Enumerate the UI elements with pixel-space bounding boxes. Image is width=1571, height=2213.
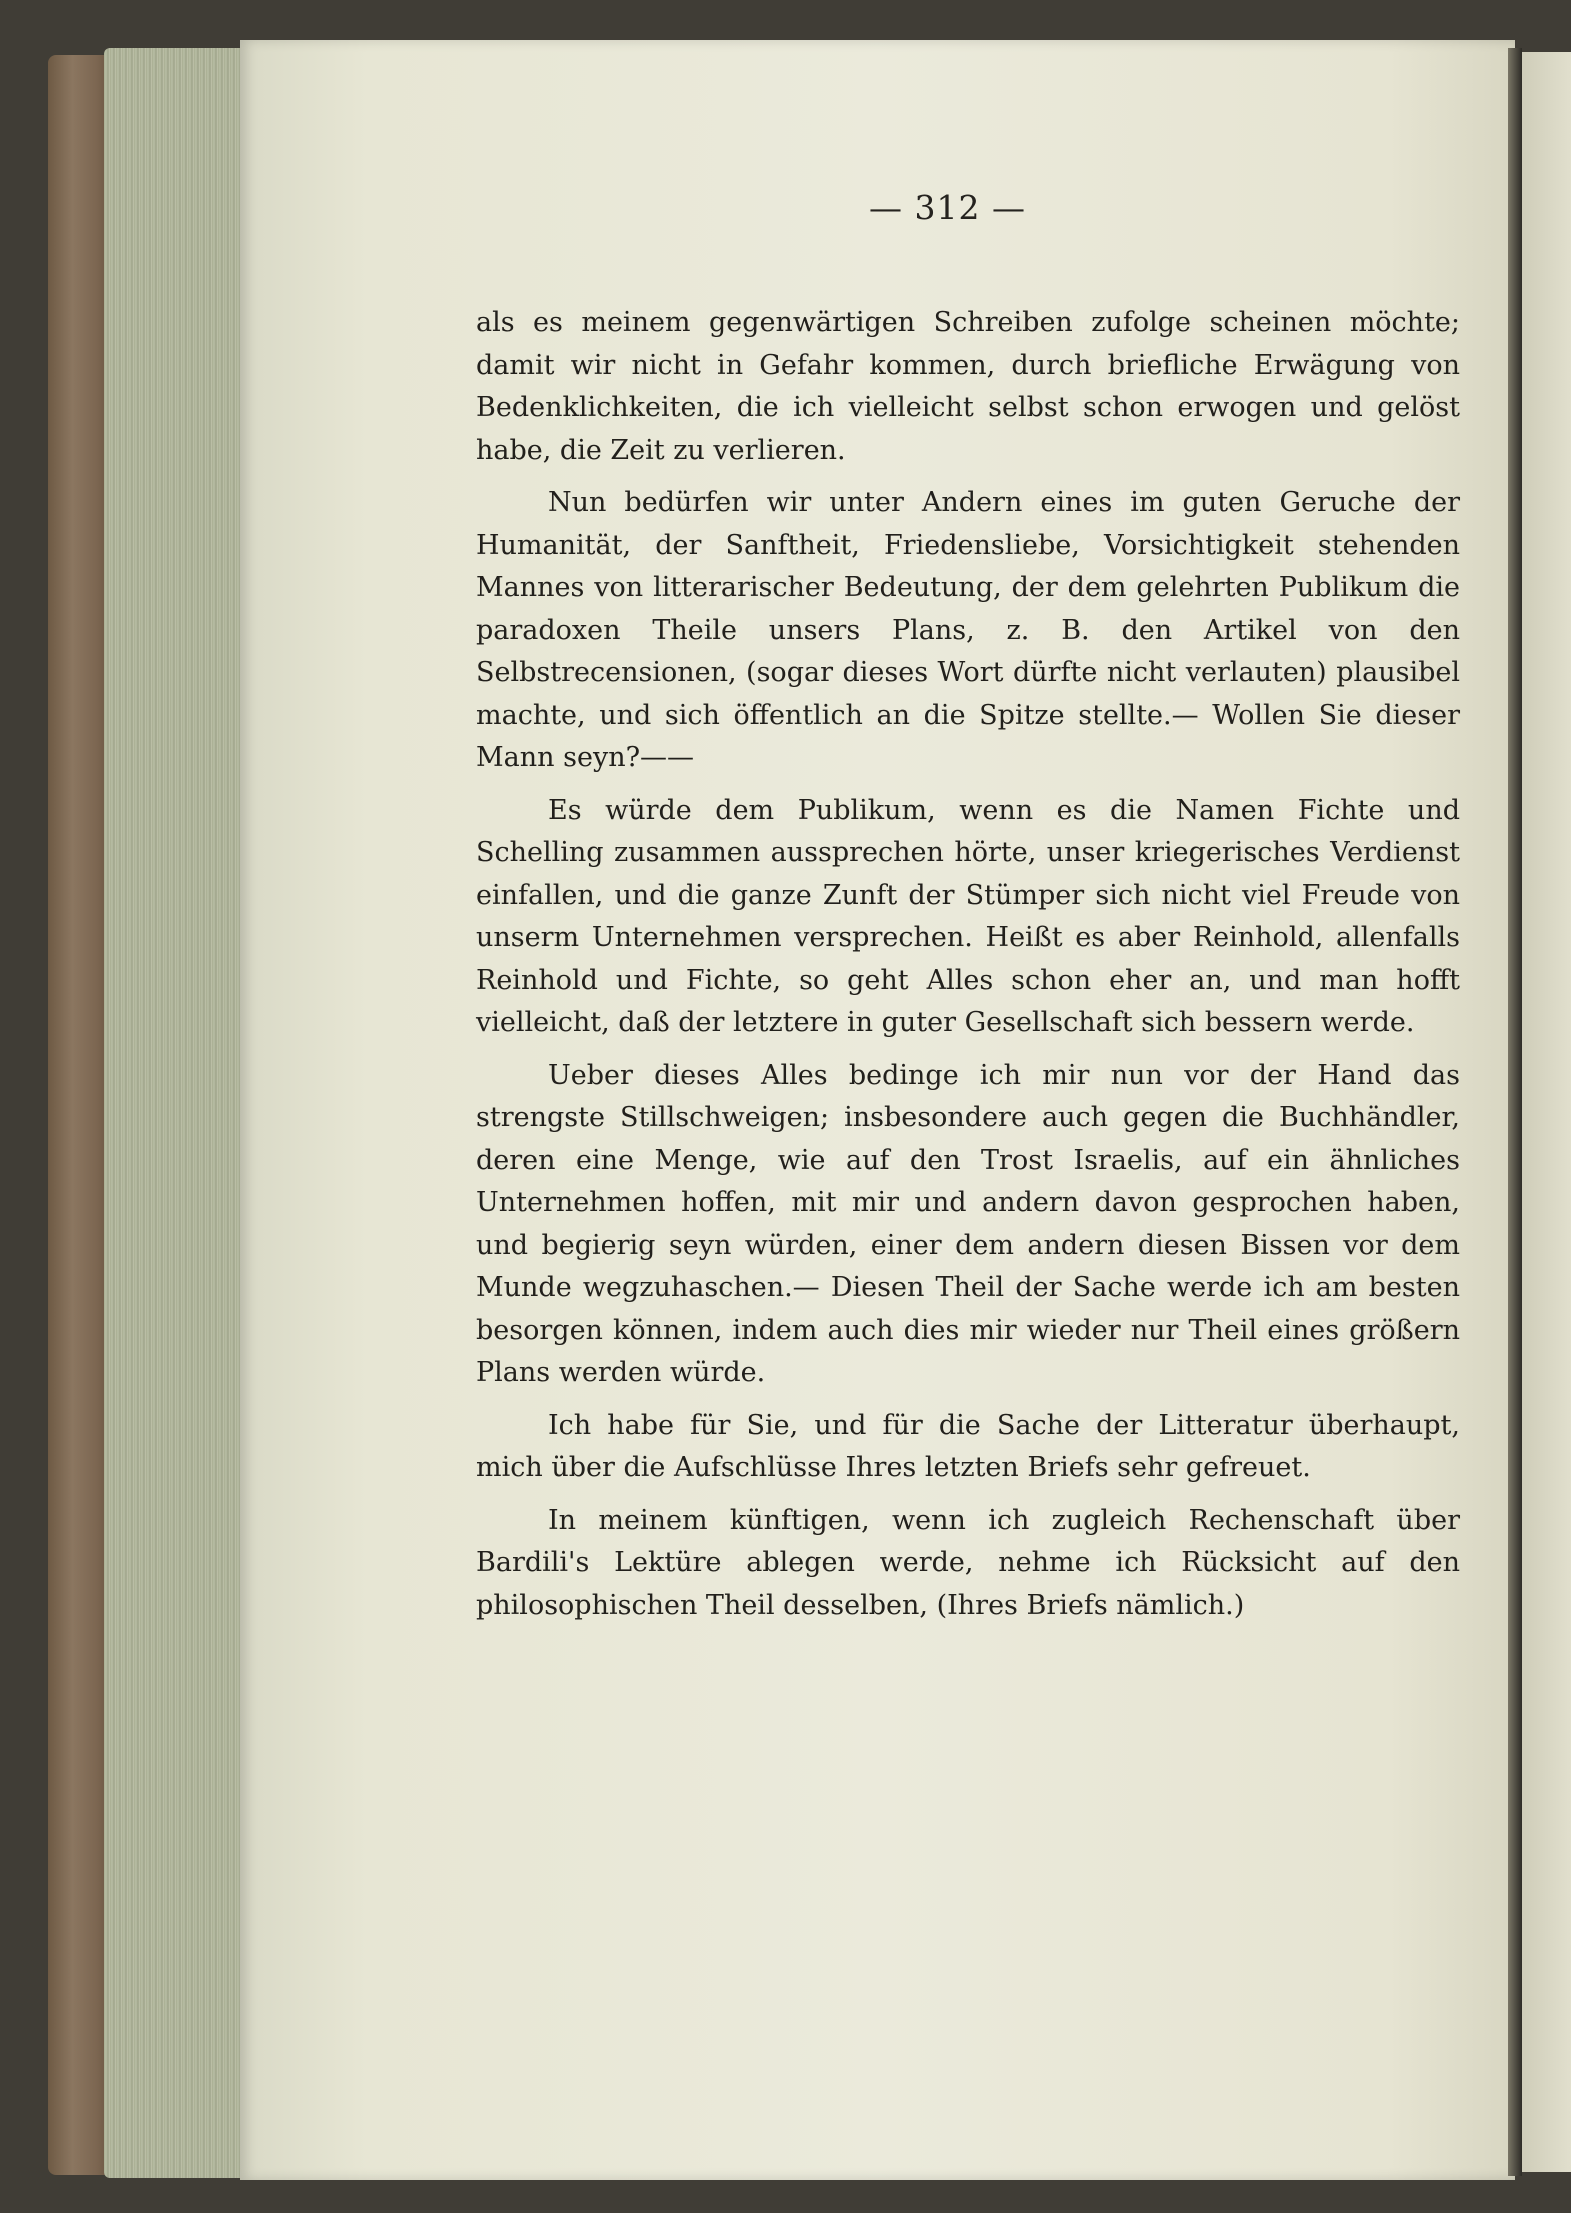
page-body xyxy=(476,302,1460,1637)
paragraph-names: Es würde dem Publikum, wenn es die Namen Fichte und Schelling zusammen aussprechen hörte, unser kriegerisches Verdienst einfallen, und die ganze Zunft der Stümper sich nicht viel Freude von unserm Unternehmen versprechen. Heißt es aber Reinhold, allenfalls Reinhold und Fichte, so geht Alles schon eher an, und man hofft vielleicht, daß der letztere in guter Gesellschaft sich bessern werde. xyxy=(476,794,1460,1038)
paragraph-request: Nun bedürfen wir unter Andern eines im guten Geruche der Humanität, der Sanftheit, Friedensliebe, Vorsichtigkeit stehenden Mannes von litterarischer Bedeutung, der dem gelehrten Publikum die paradoxen Theile unsers Plans, z. B. den Artikel von den Selbstrecensionen, (sogar dieses Wort dürfte nicht verlauten) plausibel machte, und sich öffentlich an die Spitze stellte.— Wollen Sie dieser Mann seyn?—— xyxy=(476,487,1460,773)
page-edges xyxy=(104,48,254,2178)
page-number: — 312 — xyxy=(869,188,1026,227)
facing-page-edge xyxy=(1522,52,1571,2172)
paragraph-continuation: als es meinem gegenwärtigen Schreiben zufolge scheinen möchte; damit wir nicht in Gefahr kommen, durch briefliche Erwägung von Bedenklichkeiten, die ich vielleicht selbst schon erwogen und gelöst habe, die Zeit zu verlieren. xyxy=(476,307,1460,466)
book-page xyxy=(240,40,1515,2180)
book-gutter xyxy=(1508,48,1522,2176)
paragraph-silence: Ueber dieses Alles bedinge ich mir nun vor der Hand das strengste Stillschweigen; insbesondere auch gegen die Buchhändler, deren eine Menge, wie auf den Trost Israelis, auf ein ähnliches Unternehmen hoffen, mit mir und andern davon gesprochen haben, und begierig seyn würden, einer dem andern diesen Bissen vor dem Munde wegzuhaschen.— Diesen Theil der Sache werde ich am besten besorgen können, indem auch dies mir wieder nur Theil eines größern Plans werden würde. xyxy=(476,1059,1460,1388)
paragraph-thanks: Ich habe für Sie, und für die Sache der Litteratur überhaupt, mich über die Aufschlüsse Ihres letzten Briefs sehr gefreuet. xyxy=(476,1409,1460,1483)
paragraph-closing: In meinem künftigen, wenn ich zugleich Rechenschaft über Bardili's Lektüre ablegen werde, nehme ich Rücksicht auf den philosophischen Theil desselben, (Ihres Briefs nämlich.) xyxy=(476,1504,1460,1621)
